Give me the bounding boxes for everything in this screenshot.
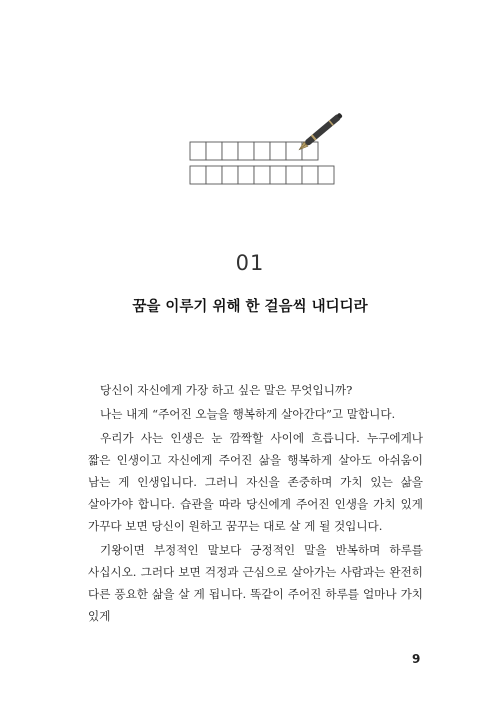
paragraph: 당신이 자신에게 가장 하고 싶은 말은 무엇입니까?	[100, 383, 353, 397]
chapter-number: 01	[235, 251, 265, 275]
paragraph: 기왕이면 부정적인 말보다 긍정적인 말을 반복하며 하루를 사십시오. 그러다 보면 걱정과 근심으로 살아가는 사람과는 완전히 다른 풍요한 삶을 살 게 됩니다. 똑같이 주어진 하루를 얼마나 가치 있게	[88, 543, 423, 623]
body-text	[88, 379, 423, 629]
chapter-title: 꿈을 이루기 위해 한 걸음씩 내디디라	[132, 299, 368, 315]
page-number: 9	[412, 652, 421, 666]
paragraph: 나는 내게 “주어진 오늘을 행복하게 살아간다”고 말합니다.	[100, 407, 396, 421]
pen-writing-grid-icon	[186, 104, 346, 196]
paragraph: 우리가 사는 인생은 눈 깜짝할 사이에 흐릅니다. 누구에게나 짧은 인생이고 자신에게 주어진 삶을 행복하게 살아도 아쉬움이 남는 게 인생입니다. 그러니 자신을 존중하며 가치 있는 삶을 살아가야 합니다. 습관을 따라 당신에게 주어진 인생을 가치 있게 가꾸다 보면 당신이 원하고 꿈꾸는 대로 살 게 될 것입니다.	[88, 431, 423, 533]
